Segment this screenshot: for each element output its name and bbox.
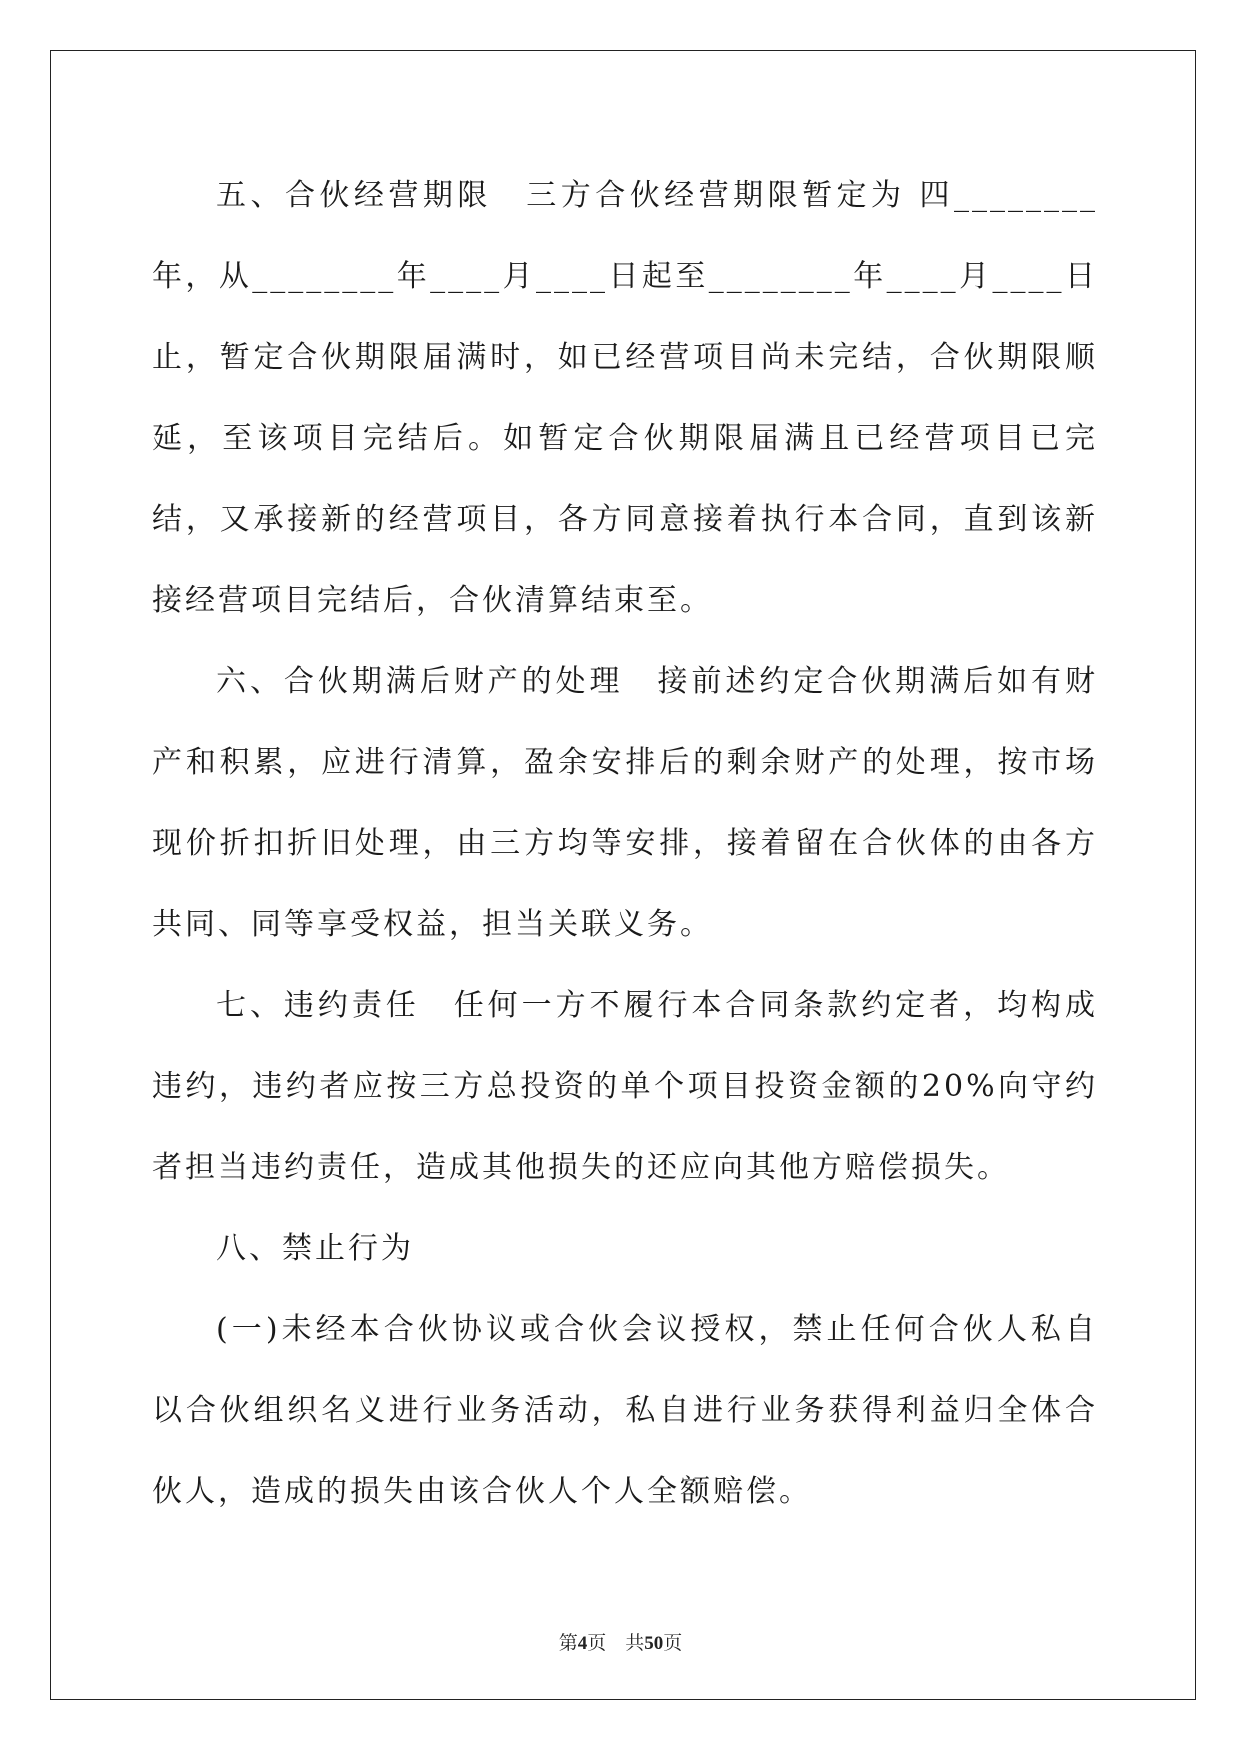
page-footer [0, 1628, 1241, 1655]
footer-page-number: 4 [577, 1633, 588, 1654]
paragraph-term-of-partnership: 五、合伙经营期限 三方合伙经营期限暂定为 四________年，从________年____月____日起至________年____月____日止，暂定合伙期限届满时，如已经营项目尚未完结，合伙期限顺延，至该项目完结后。如暂定合伙期限届满且已经营项目已完结，又承接新的经营项目，各方同意接着执行本合同，直到该新接经营项目完结后，合伙清算结束至。 [152, 178, 1098, 618]
footer-prefix: 第 [558, 1633, 578, 1654]
footer-total-prefix: 共 [625, 1633, 645, 1654]
paragraph-property-after-expiry: 六、合伙期满后财产的处理 接前述约定合伙期满后如有财产和积累，应进行清算，盈余安排后的剩余财产的处理，按市场现价折扣折旧处理，由三方均等安排，接着留在合伙体的由各方共同、同等享受权益，担当关联义务。 [152, 664, 1098, 942]
document-body [152, 155, 1098, 1532]
paragraph-breach-liability: 七、违约责任 任何一方不履行本合同条款约定者，均构成违约，违约者应按三方总投资的单个项目投资金额的20%向守约者担当违约责任，造成其他损失的还应向其他方赔偿损失。 [152, 988, 1098, 1185]
footer-total-suffix: 页 [663, 1633, 683, 1654]
paragraph-prohibited-act-1: (一)未经本合伙协议或合伙会议授权，禁止任何合伙人私自以合伙组织名义进行业务活动，私自进行业务获得利益归全体合伙人，造成的损失由该合伙人个人全额赔偿。 [152, 1312, 1098, 1509]
paragraph-prohibited-acts-heading: 八、禁止行为 [216, 1231, 414, 1266]
footer-page-suffix: 页 [587, 1633, 607, 1654]
footer-total-pages: 50 [644, 1633, 664, 1654]
